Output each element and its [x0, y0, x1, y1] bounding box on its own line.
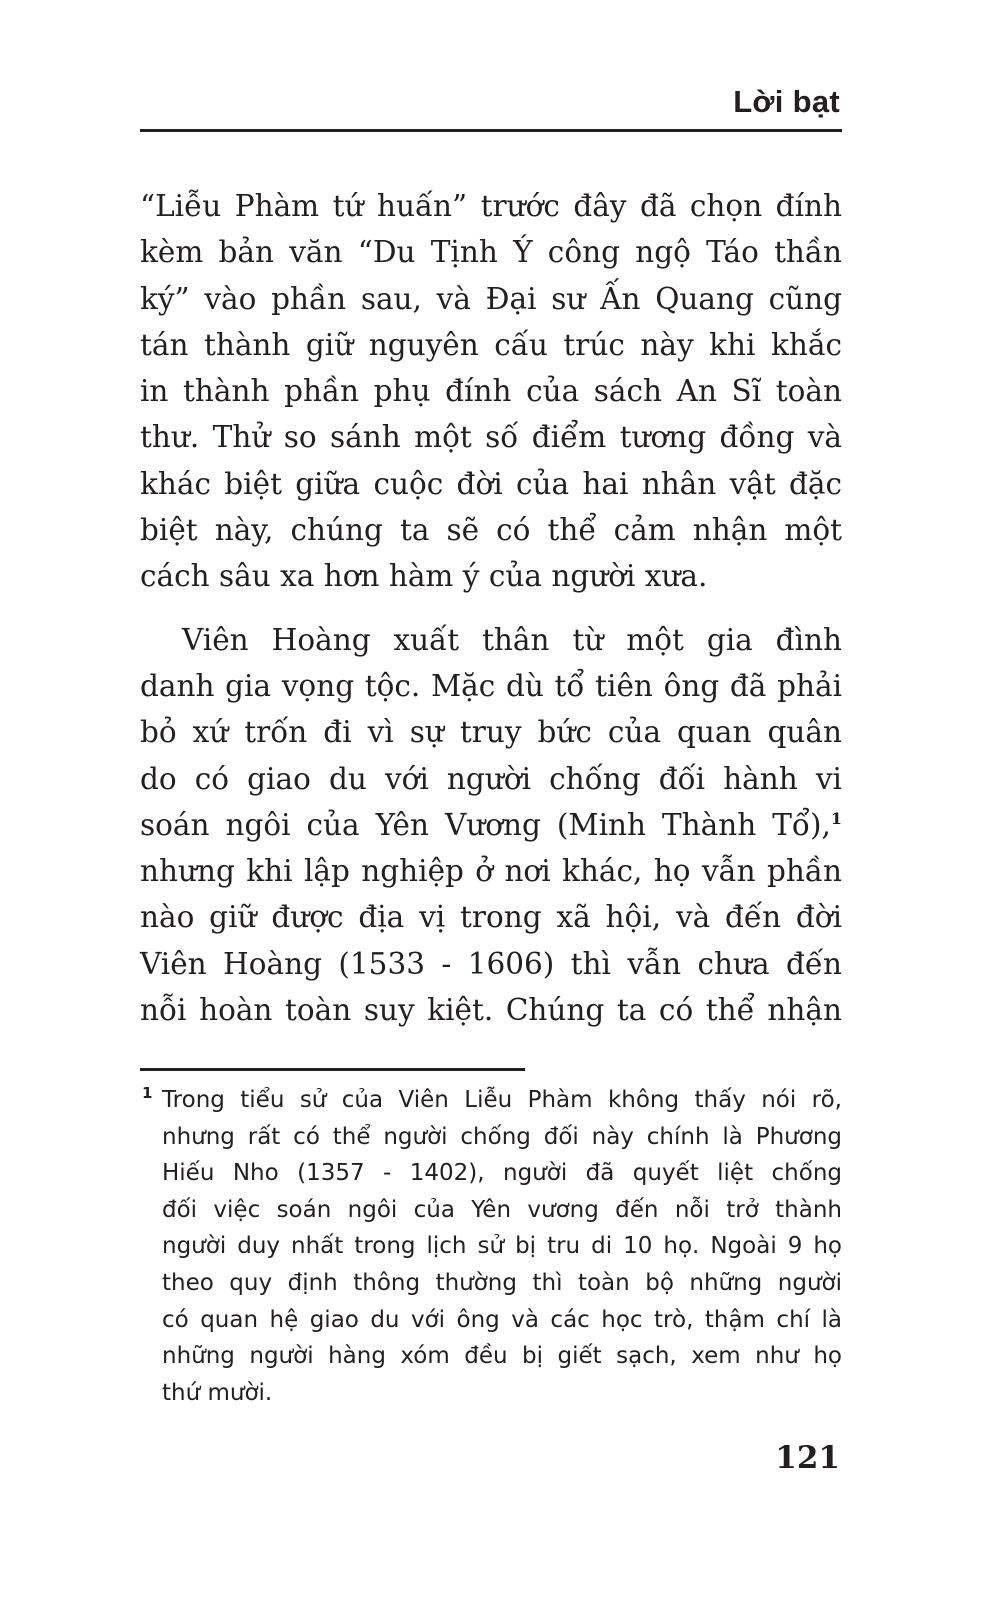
footnote-reference[interactable]: 1 — [830, 808, 842, 828]
footnote-line-8: những người hàng xóm đều bị giết sạch, xem như họ — [162, 1343, 842, 1370]
paragraph-2-line-7: nào giữ được địa vị trong xã hội, và đến đời — [140, 900, 842, 935]
paragraph-2-line-9: nỗi hoàn toàn suy kiệt. Chúng ta có thể nhận — [140, 993, 842, 1028]
body-text — [140, 183, 842, 1033]
running-header-title: Lời bạt — [733, 84, 840, 119]
footnote-mark: 1 — [142, 1084, 153, 1102]
footnote-line-3: Hiếu Nho (1357 - 1402), người đã quyết liệt chống — [162, 1160, 842, 1187]
paragraph-2-line-4: do có giao du với người chống đối hành vi — [140, 761, 842, 796]
paragraph-2-line-5 — [140, 802, 842, 848]
paragraph-1-line-2: kèm bản văn “Du Tịnh Ý công ngộ Táo thần — [140, 235, 842, 270]
footnote-line-2: nhưng rất có thể người chống đối này chính là Phương — [162, 1123, 842, 1150]
paragraph-2-line-3: bỏ xứ trốn đi vì sự truy bức của quan quân — [140, 715, 842, 750]
paragraph-1-line-7: khác biệt giữa cuộc đời của hai nhân vật đặc — [140, 466, 842, 501]
paragraph-1-line-9: cách sâu xa hơn hàm ý của người xưa. — [140, 559, 708, 594]
footnote-line-4: đối việc soán ngôi của Yên vương đến nỗi trở thành — [162, 1196, 842, 1223]
paragraph-2-line-8: Viên Hoàng (1533 - 1606) thì vẫn chưa đến — [140, 946, 842, 981]
footnote — [140, 1082, 842, 1411]
paragraph-2-line-1: Viên Hoàng xuất thân từ một gia đình — [182, 622, 842, 657]
footnote-line-5: người duy nhất trong lịch sử bị tru di 10 họ. Ngoài 9 họ — [162, 1233, 842, 1260]
header-rule — [140, 129, 842, 132]
paragraph-1-line-6: thư. Thử so sánh một số điểm tương đồng và — [140, 420, 842, 455]
paragraph-1-line-5: in thành phần phụ đính của sách An Sĩ toàn — [140, 374, 842, 409]
paragraph-2-line-5-text: soán ngôi của Yên Vương (Minh Thành Tổ), — [140, 807, 831, 842]
footnote-line-9: thứ mười. — [162, 1379, 273, 1406]
paragraph-1-line-8: biệt này, chúng ta sẽ có thể cảm nhận một — [140, 513, 842, 548]
paragraph-2-line-6: nhưng khi lập nghiệp ở nơi khác, họ vẫn phần — [140, 854, 842, 889]
footnote-rule — [140, 1068, 525, 1071]
paragraph-1-line-3: ký” vào phần sau, và Đại sư Ấn Quang cũng — [140, 281, 842, 316]
footnote-line-1: Trong tiểu sử của Viên Liễu Phàm không thấy nói rõ, — [162, 1087, 842, 1113]
page-number: 121 — [775, 1440, 840, 1476]
footnote-line-7: có quan hệ giao du với ông và các học trò, thậm chí là — [162, 1306, 842, 1333]
footnote-line-6: theo quy định thông thường thì toàn bộ những người — [162, 1269, 842, 1296]
paragraph-1-line-4: tán thành giữ nguyên cấu trúc này khi khắc — [140, 327, 842, 362]
paragraph-2-line-2: danh gia vọng tộc. Mặc dù tổ tiên ông đã phải — [140, 668, 842, 703]
paragraph-1-line-1: “Liễu Phàm tứ huấn” trước đây đã chọn đính — [140, 189, 842, 223]
